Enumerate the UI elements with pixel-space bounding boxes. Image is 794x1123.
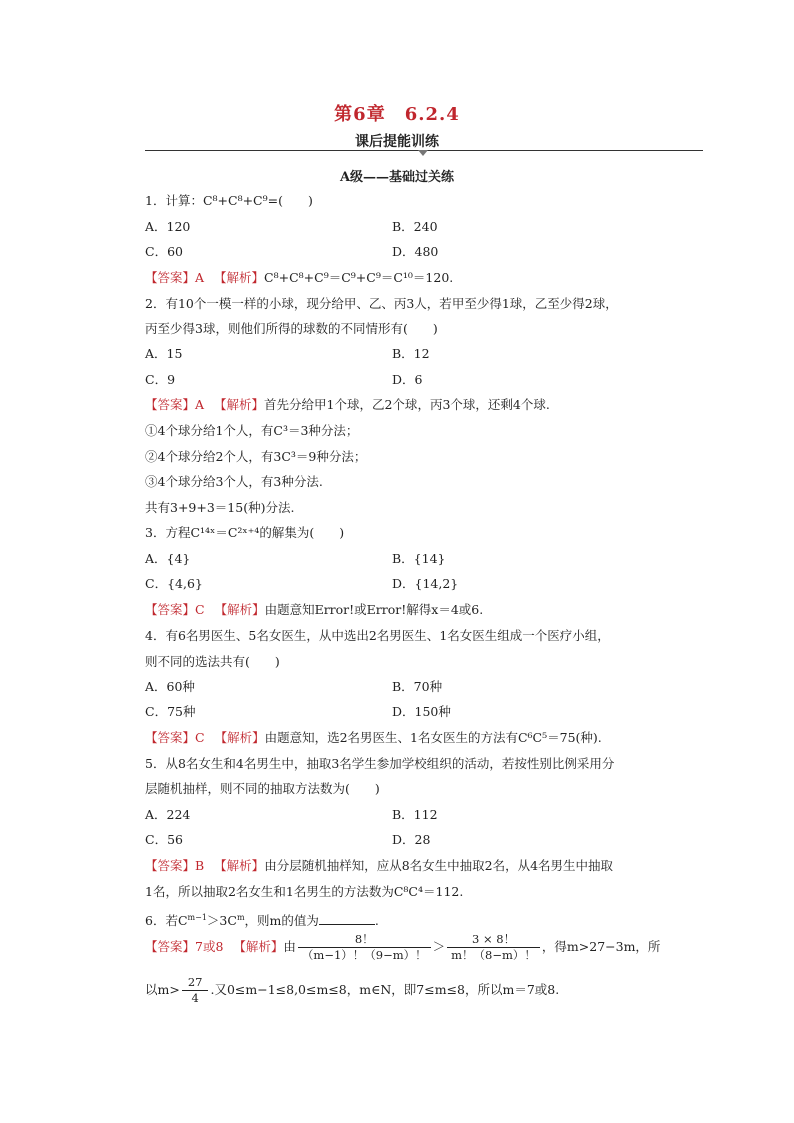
q6-fraction-3: [182, 975, 209, 1006]
question-4-stem-line1: 4．有6名男医生、5名女医生，从中选出2名男医生、1名女医生组成一个医疗小组，: [145, 628, 610, 643]
divider-triangle-icon: [418, 150, 428, 156]
q6-analysis2-a: 以m>: [145, 982, 180, 997]
q6-analysis2-b: .又0≤m−1≤8,0≤m≤8，m∈N，即7≤m≤8，所以m＝7或8.: [210, 982, 560, 997]
section-heading: A级——基础过关练: [339, 170, 455, 185]
q4-answer-line: [145, 730, 602, 746]
question-6-stem: [145, 910, 379, 929]
q6-stem-c: ，则m的值为: [244, 913, 319, 929]
q5-option-a: A．224: [145, 807, 191, 822]
q2-analysis-line-4: 共有3+9+3＝15(种)分法.: [145, 500, 295, 515]
q6-answer-blank: [319, 912, 375, 925]
q3-analysis-tag: 【解析】: [214, 602, 265, 617]
q6-answer: 【答案】7或8: [145, 939, 224, 954]
q3-option-a: A．{4}: [145, 551, 191, 566]
q2-analysis-tag: 【解析】: [214, 397, 265, 412]
q5-analysis-line-1: 由分层随机抽样知，应从8名女生中抽取2名，从4名男生中抽取: [264, 858, 614, 873]
q6-frac1-num: 8！: [298, 932, 431, 948]
q2-option-b: B．12: [392, 346, 430, 361]
q4-option-a: A．60种: [145, 679, 195, 694]
q6-fraction-2: [447, 932, 540, 963]
q6-analysis-b: ，得m>27−3m，所: [541, 939, 661, 954]
q6-stem-b: ＞3C: [206, 913, 237, 929]
question-2-stem-line1: 2．有10个一模一样的小球，现分给甲、乙、丙3人，若甲至少得1球，乙至少得2球，: [145, 296, 618, 311]
q1-analysis: C⁸+C⁸+C⁹＝C⁹+C⁹＝C¹⁰＝120.: [264, 270, 454, 285]
q5-option-d: D．28: [392, 832, 431, 847]
q3-answer-line: [145, 602, 483, 618]
question-5-stem-line1: 5．从8名女生和4名男生中，抽取3名学生参加学校组织的活动，若按性别比例采用分: [145, 756, 615, 771]
q2-option-a: A．15: [145, 346, 183, 361]
q6-gt: ＞: [432, 939, 446, 954]
q6-frac2-den: m！（8−m）！: [451, 948, 536, 962]
question-2-stem-line2: 丙至少得3球，则他们所得的球数的不同情形有( ): [145, 321, 438, 336]
q4-option-b: B．70种: [392, 679, 443, 694]
q6-frac1-den: （m−1）！（9−m）！: [301, 948, 427, 962]
q1-answer: 【答案】A: [145, 270, 205, 285]
q6-stem-sup: m−1: [187, 913, 207, 922]
q5-option-b: B．112: [392, 807, 438, 822]
question-5-stem-line2: 层随机抽样，则不同的抽取方法数为( ): [145, 781, 380, 796]
q5-option-c: C．56: [145, 832, 183, 847]
q2-analysis-line-1: ①4个球分给1个人，有C³＝3种分法；: [145, 423, 359, 438]
q1-option-d: D．480: [392, 244, 439, 259]
q6-analysis-line-2: [145, 975, 559, 1006]
q1-option-a: A．120: [145, 219, 191, 234]
q4-analysis: 由题意知，选2名男医生、1名女医生的方法有C⁶C⁵＝75(种).: [264, 730, 602, 745]
q6-fraction-1: [298, 932, 431, 963]
q3-answer: 【答案】C: [145, 602, 205, 617]
q1-answer-line: [145, 270, 453, 286]
q6-answer-line: [145, 932, 660, 963]
q6-analysis-tag: 【解析】: [233, 939, 284, 954]
q2-analysis: 首先分给甲1个球，乙2个球，丙3个球，还剩4个球.: [264, 397, 550, 412]
q6-stem-a: 6．若C: [145, 913, 188, 929]
q2-analysis-line-2: ②4个球分给2个人，有3C³＝9种分法；: [145, 449, 367, 464]
q5-answer-line: [145, 858, 613, 874]
q2-option-d: D．6: [392, 372, 423, 387]
q4-option-c: C．75种: [145, 704, 196, 719]
question-4-stem-line2: 则不同的选法共有( ): [145, 654, 280, 669]
q4-option-d: D．150种: [392, 704, 451, 719]
q4-analysis-tag: 【解析】: [214, 730, 265, 745]
page-subtitle: 课后提能训练: [355, 134, 439, 150]
page-title: 第6章 6.2.4: [334, 104, 460, 125]
q1-option-b: B．240: [392, 219, 438, 234]
q4-answer: 【答案】C: [145, 730, 205, 745]
q1-option-c: C．60: [145, 244, 183, 259]
q3-option-d: D．{14,2}: [392, 576, 459, 591]
q3-option-b: B．{14}: [392, 551, 446, 566]
q5-analysis-line-2: 1名，所以抽取2名女生和1名男生的方法数为C⁸C⁴＝112.: [145, 884, 464, 899]
q6-frac2-num: 3 × 8！: [447, 932, 540, 948]
q2-analysis-line-3: ③4个球分给3个人，有3种分法.: [145, 474, 323, 489]
q6-frac3-num: 27: [182, 975, 209, 991]
q6-frac3-den: 4: [191, 991, 199, 1005]
question-3-stem: 3．方程C¹⁴ˣ＝C²ˣ⁺⁴的解集为( ): [145, 525, 345, 540]
q2-answer: 【答案】A: [145, 397, 205, 412]
q3-option-c: C．{4,6}: [145, 576, 203, 591]
q1-analysis-tag: 【解析】: [214, 270, 265, 285]
q2-answer-line: [145, 397, 550, 413]
q6-analysis-a: 由: [283, 939, 296, 954]
q5-answer: 【答案】B: [145, 858, 205, 873]
q6-stem-sup2: m: [236, 913, 245, 922]
q5-analysis-tag: 【解析】: [214, 858, 265, 873]
q6-stem-end: .: [374, 913, 379, 929]
q2-option-c: C．9: [145, 372, 176, 387]
q3-analysis: 由题意知Error!或Error!解得x＝4或6.: [264, 602, 484, 617]
question-1-stem: 1．计算：C⁸+C⁸+C⁹=( ): [145, 193, 313, 208]
